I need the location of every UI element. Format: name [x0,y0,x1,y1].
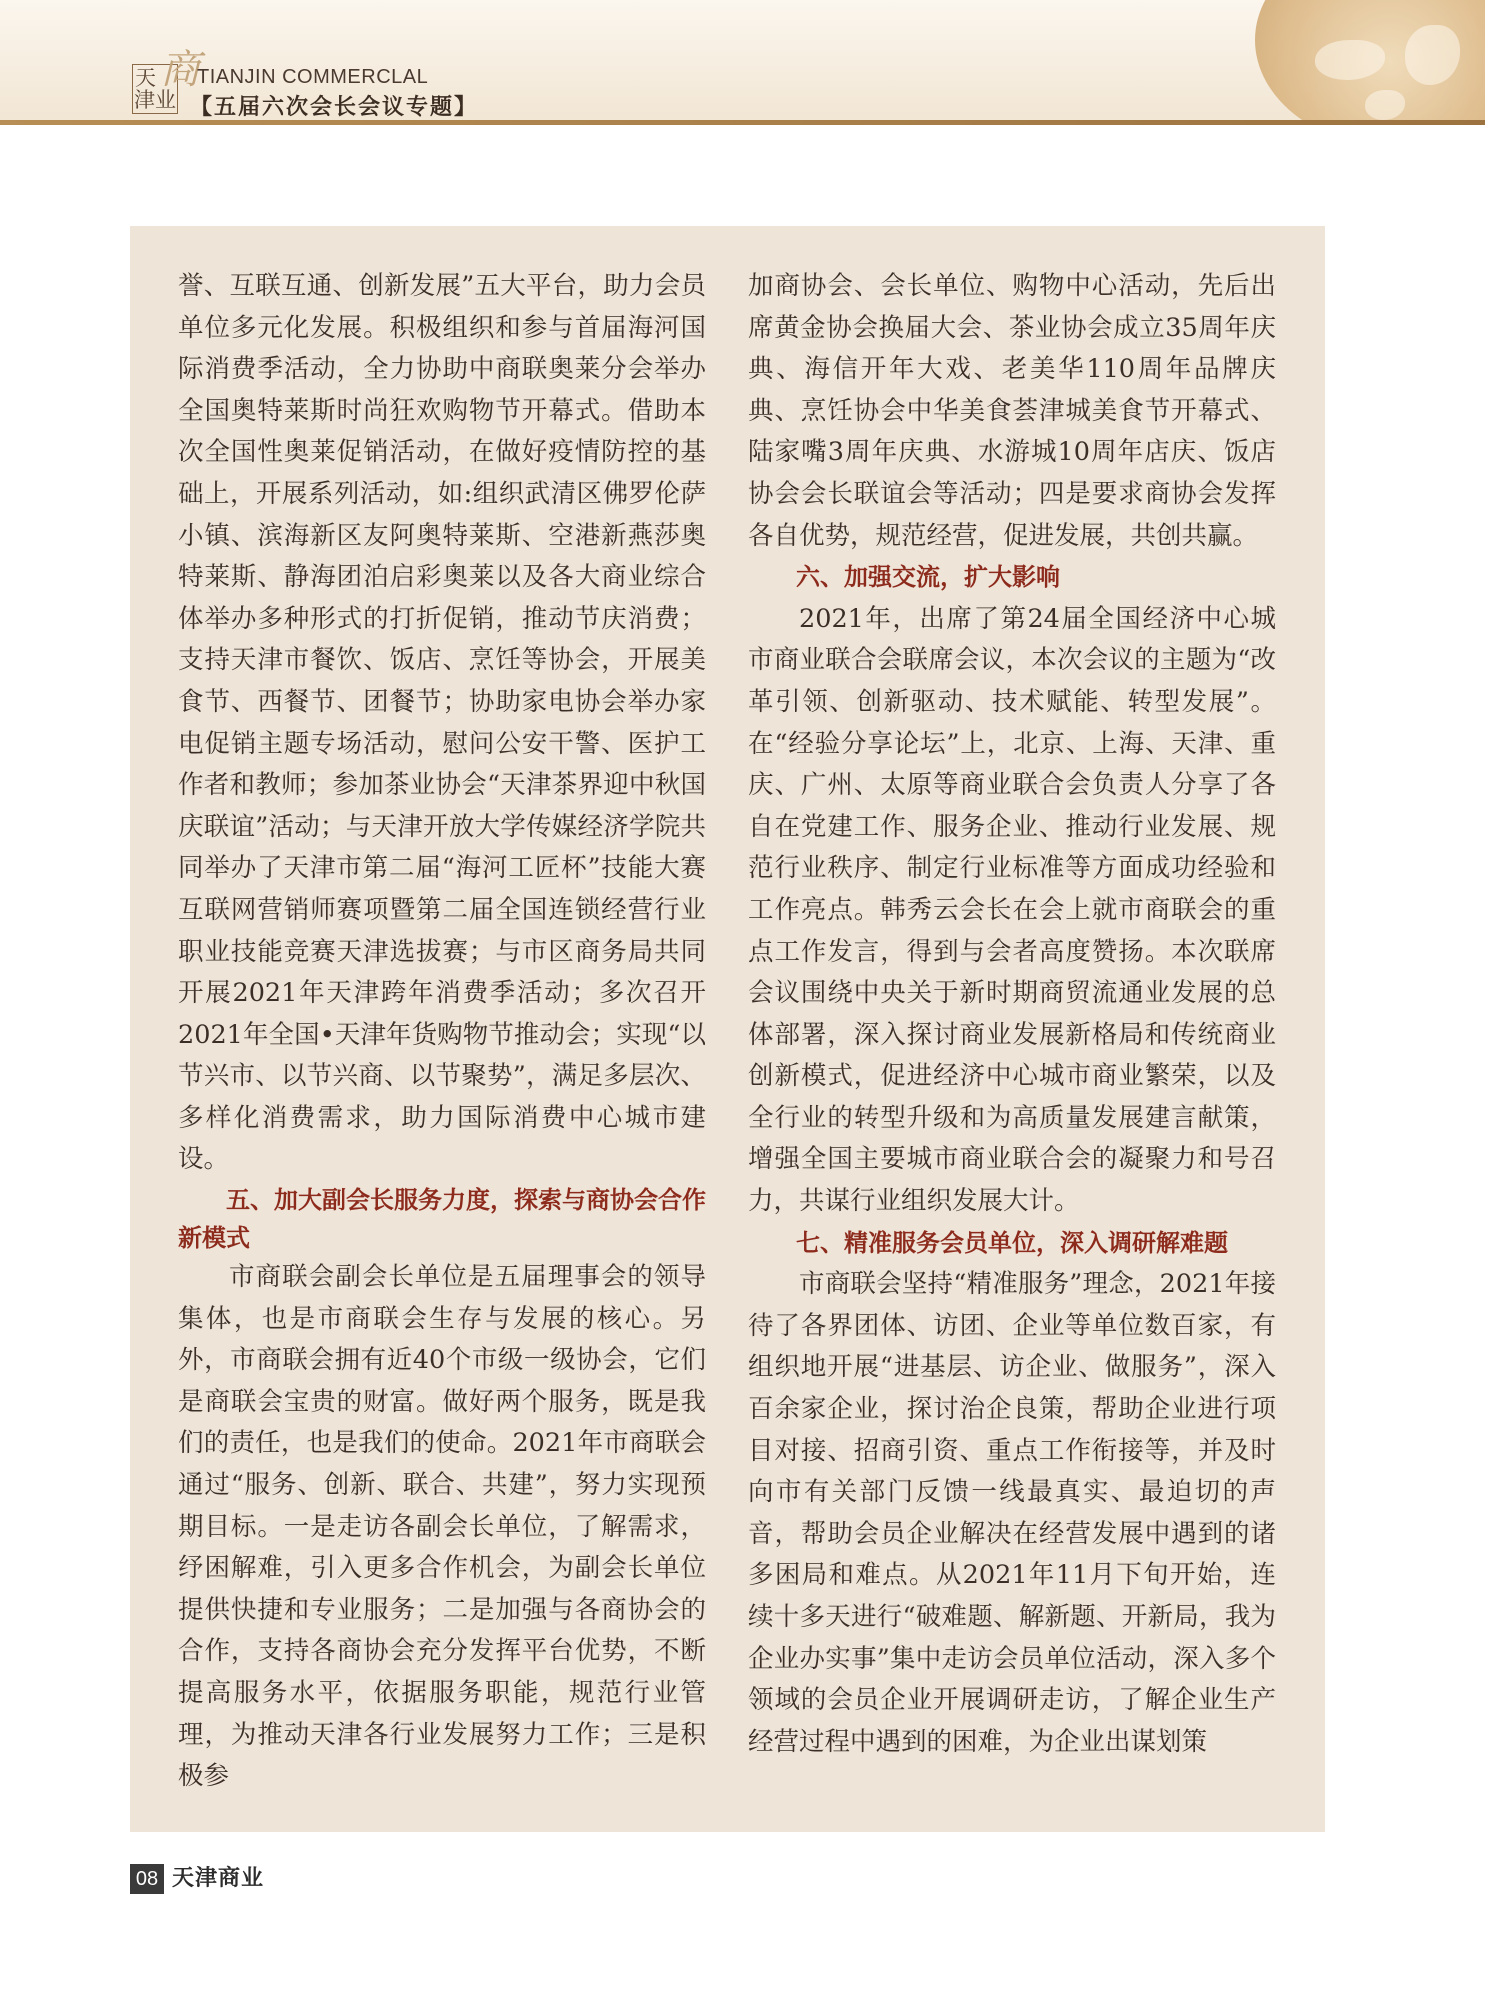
section-heading-6: 六、加强交流，扩大影响 [796,563,1060,592]
logo-char-ye: 业 [155,88,176,112]
brand-english-name: TIANJIN COMMERCLAL [197,66,429,88]
magazine-title: 天津商业 [172,1866,265,1891]
section-heading-7: 七、精准服务会员单位，深入调研解难题 [796,1228,1228,1257]
logo-char-jin: 津 [134,88,155,112]
section-topic: 【五届六次会长会议专题】 [190,95,479,120]
header-divider [0,120,1485,125]
paragraph: 市商联会副会长单位是五届理事会的领导集体，也是市商联会生存与发展的核心。另外，市商联会拥有近40个市级一级协会，它们是商联会宝贵的财富。做好两个服务，既是我们的责任，也是我们的使命。2021年市商联会通过“服务、创新、联合、共建”，努力实现预期目标。一是走访各副会长单位，了解需求，纾困解难，引入更多合作机会，为副会长单位提供快捷和专业服务；二是加强与各商协会的合作，支持各商协会充分发挥平台优势，不断提高服务水平，依据服务职能，规范行业管理，为推动天津各行业发展努力工作；三是积极参 [178,1262,706,1792]
logo-char-shang: 商 [160,47,200,93]
paragraph-continued: 誉、互联互通、创新发展”五大平台，助力会员单位多元化发展。积极组织和参与首届海河国际消费季活动，全力协助中商联奥莱分会举办全国奥特莱斯时尚狂欢购物节开幕式。借助本次全国性奥莱促销活动，在做好疫情防控的基础上，开展系列活动，如:组织武清区佛罗伦萨小镇、滨海新区友阿奥特莱斯、空港新燕莎奥特莱斯、静海团泊启彩奥莱以及各大商业综合体举办多种形式的打折促销，推动节庆消费；支持天津市餐饮、饭店、烹饪等协会，开展美食节、西餐节、团餐节；协助家电协会举办家电促销主题专场活动，慰问公安干警、医护工作者和教师；参加茶业协会“天津茶界迎中秋国庆联谊”活动；与天津开放大学传媒经济学院共同举办了天津市第二届“海河工匠杯”技能大赛互联网营销师赛项暨第二届全国连锁经营行业职业技能竞赛天津选拔赛；与市区商务局共同开展2021年天津跨年消费季活动；多次召开2021年全国•天津年货购物节推动会；实现“以节兴市、以节兴商、以节聚势”，满足多层次、多样化消费需求，助力国际消费中心城市建设。 [178,271,706,1175]
paragraph: 2021年，出席了第24届全国经济中心城市商业联合会联席会议，本次会议的主题为“改革引领、创新驱动、技术赋能、转型发展”。在“经验分享论坛”上，北京、上海、天津、重庆、广州、太原等商业联合会负责人分享了各自在党建工作、服务企业、推动行业发展、规范行业秩序、制定行业标准等方面成功经验和工作亮点。韩秀云会长在会上就市商联会的重点工作发言，得到与会者高度赞扬。本次联席会议围绕中央关于新时期商贸流通业发展的总体部署，深入探讨商业发展新格局和传统商业创新模式，促进经济中心城市商业繁荣，以及全行业的转型升级和为高质量发展建言献策，增强全国主要城市商业联合会的凝聚力和号召力，共谋行业组织发展大计。 [748,603,1276,1217]
paragraph-continued: 加商协会、会长单位、购物中心活动，先后出席黄金协会换届大会、茶业协会成立35周年庆典、海信开年大戏、老美华110周年品牌庆典、烹饪协会中华美食荟津城美食节开幕式、陆家嘴3周年庆典、水游城10周年店庆、饭店协会会长联谊会等活动；四是要求商协会发挥各自优势，规范经营，促进发展，共创共赢。 [748,271,1276,551]
logo-char-tian: 天 [135,66,156,90]
page-header [0,0,1485,122]
section-heading-5: 五、加大副会长服务力度，探索与商协会合作新模式 [178,1186,706,1253]
globe-decoration [1255,0,1485,122]
right-column [748,266,1276,1763]
paragraph: 市商联会坚持“精准服务”理念，2021年接待了各界团体、访团、企业等单位数百家，有组织地开展“进基层、访企业、做服务”，深入百余家企业，探讨治企良策，帮助企业进行项目对接、招商引资、重点工作衔接等，并及时向市有关部门反馈一线最真实、最迫切的声音，帮助会员企业解决在经营发展中遇到的诸多困局和难点。从2021年11月下旬开始，连续十多天进行“破难题、解新题、开新局，我为企业办实事”集中走访会员单位活动，深入多个领域的会员企业开展调研走访，了解企业生产经营过程中遇到的困难，为企业出谋划策 [748,1269,1276,1757]
left-column [178,266,706,1798]
page-number: 08 [130,1864,164,1894]
